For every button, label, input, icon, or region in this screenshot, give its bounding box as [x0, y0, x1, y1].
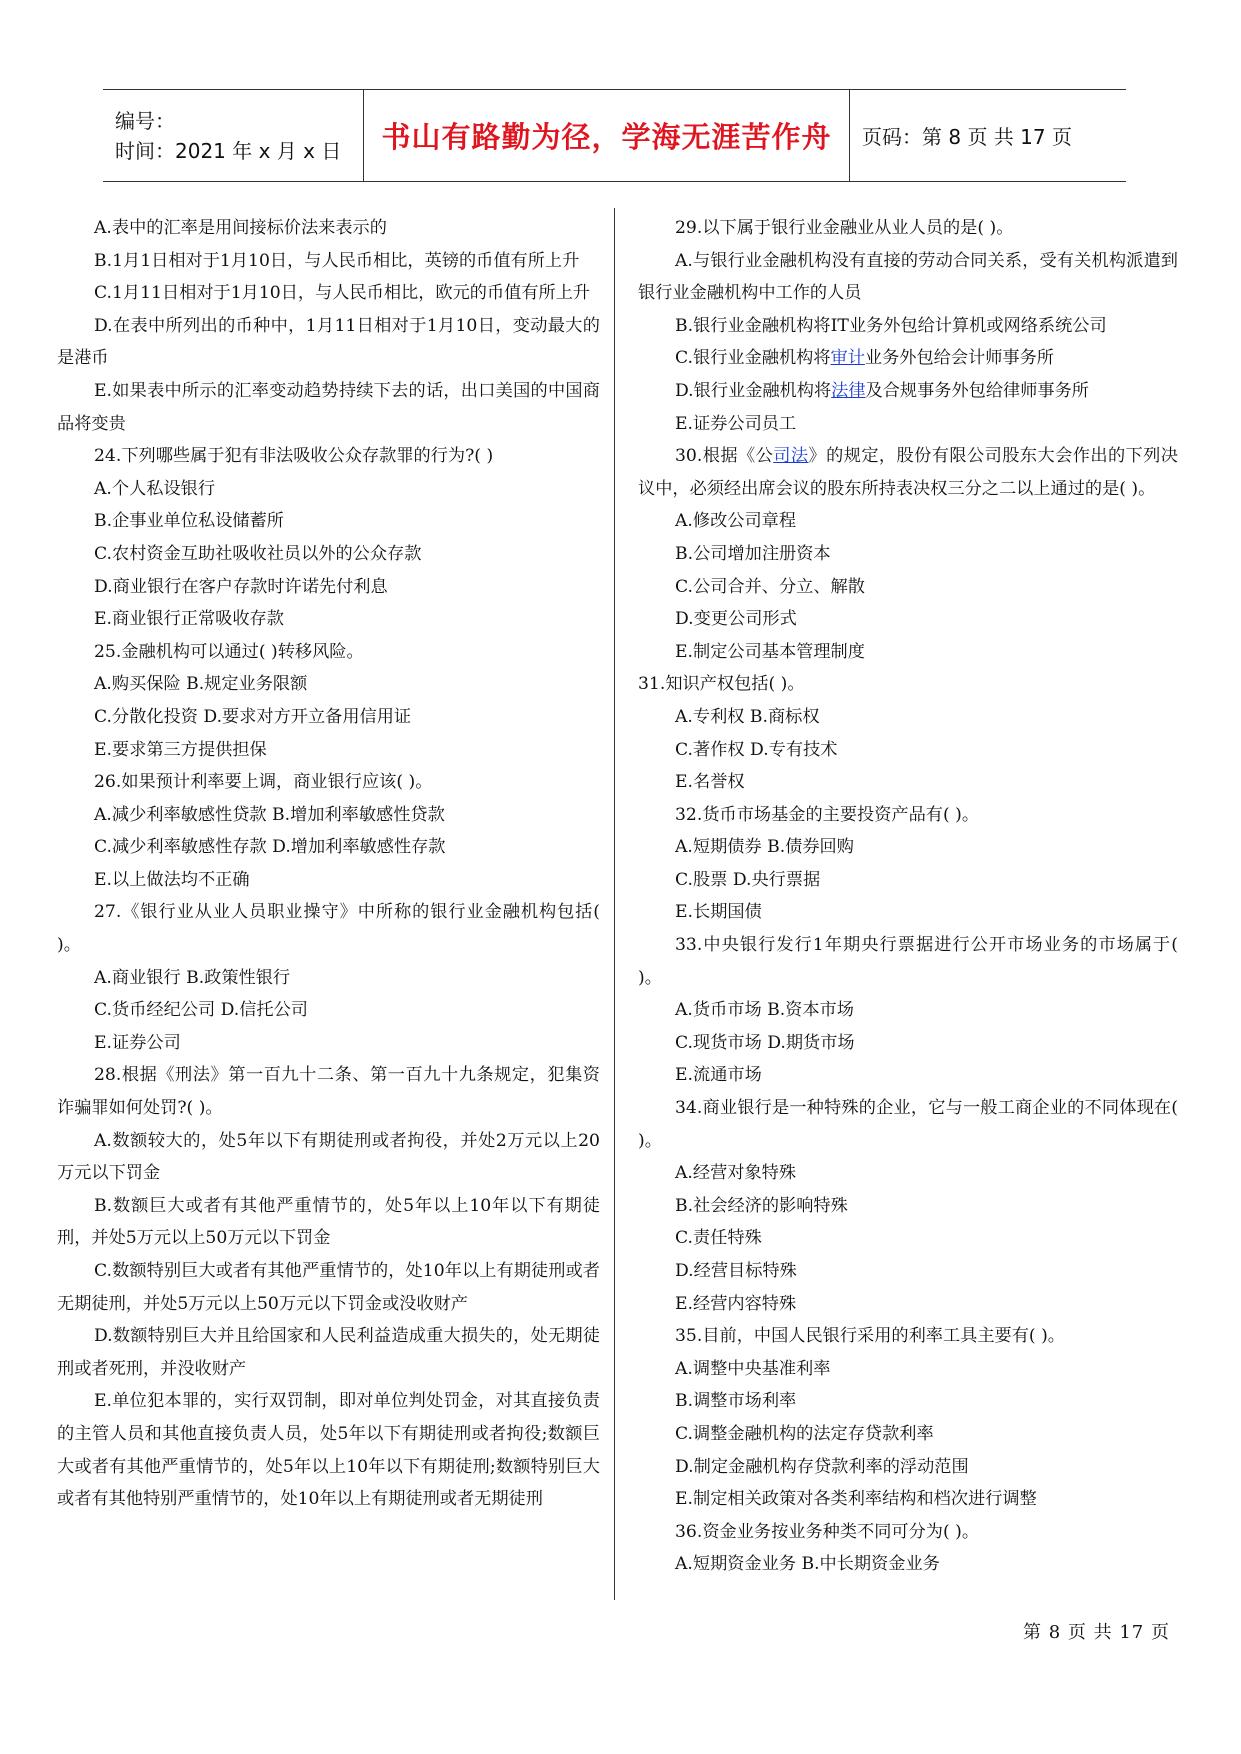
- company-law-link[interactable]: 司法: [773, 446, 809, 467]
- audit-link[interactable]: 审计: [830, 348, 865, 369]
- question-line: C.现货市场 D.期货市场: [675, 1032, 855, 1053]
- question-text: 》的规定，股份有限公司股东大会作出的下列决议中，必须经出席会议的股东所持表决权三分之二以上通过的是( )。: [638, 446, 1178, 499]
- header-page-code-cell: [850, 90, 1126, 181]
- option-29e: E.证券公司员工: [675, 413, 797, 434]
- question-line: E.制定相关政策对各类利率结构和档次进行调整: [675, 1489, 1037, 1510]
- serial-number-label: 编号：: [115, 108, 175, 133]
- question-line: A.调整中央基准利率: [675, 1358, 831, 1379]
- question-30: [638, 440, 1178, 505]
- question-line: E.单位犯本罪的，实行双罚制，即对单位判处罚金，对其直接负责的主管人员和其他直接负责人员，处5年以下有期徒刑或者拘役;数额巨大或者有其他严重情节的，处5年以上10年以下有期徒刑;数额特别巨大或者有其他特别严重情节的，处10年以上有期徒刑或者无期徒刑: [57, 1391, 600, 1510]
- option-29c: [638, 342, 1178, 375]
- question-line: E.长期国债: [675, 902, 762, 923]
- question-line: 36.资金业务按业务种类不同可分为( )。: [675, 1521, 980, 1542]
- question-line: E.证券公司: [94, 1032, 181, 1053]
- question-line: C.农村资金互助社吸收社员以外的公众存款: [94, 543, 422, 564]
- question-line: E.制定公司基本管理制度: [675, 641, 865, 662]
- question-line: 34.商业银行是一种特殊的企业，它与一般工商企业的不同体现在( )。: [638, 1098, 1178, 1151]
- column-divider: [614, 208, 615, 1600]
- question-line: A.短期资金业务 B.中长期资金业务: [675, 1554, 940, 1575]
- question-line: 26.如果预计利率要上调，商业银行应该( )。: [94, 772, 433, 793]
- question-line: C.1月11日相对于1月10日，与人民币相比，欧元的币值有所上升: [94, 283, 591, 304]
- question-line: 25.金融机构可以通过( )转移风险。: [94, 641, 364, 662]
- question-29: 29.以下属于银行业金融业从业人员的是( )。: [675, 218, 1014, 238]
- question-line: A.专利权 B.商标权: [675, 706, 820, 727]
- question-line: D.变更公司形式: [675, 609, 797, 630]
- question-line: 35.目前，中国人民银行采用的利率工具主要有( )。: [675, 1326, 1065, 1347]
- question-line: C.股票 D.央行票据: [675, 869, 821, 890]
- question-line: E.经营内容特殊: [675, 1293, 797, 1314]
- question-line: E.流通市场: [675, 1065, 762, 1086]
- option-text: 及合规事务外包给律师事务所: [865, 380, 1089, 401]
- question-line: 24.下列哪些属于犯有非法吸收公众存款罪的行为?( ): [94, 446, 494, 467]
- question-line: C.货币经纪公司 D.信托公司: [94, 1000, 308, 1021]
- option-29a: A.与银行业金融机构没有直接的劳动合同关系，受有关机构派遣到银行业金融机构中工作的人员: [638, 250, 1178, 304]
- right-column-items: [638, 505, 1178, 668]
- left-column: [57, 212, 600, 1516]
- question-line: C.责任特殊: [675, 1228, 762, 1249]
- motto: 书山有路勤为径，学海无涯苦作舟: [381, 120, 832, 154]
- question-line: A.数额较大的，处5年以下有期徒刑或者拘役，并处2万元以上20万元以下罚金: [57, 1130, 600, 1184]
- time-label: 时间：2021 年 x 月 x 日: [115, 138, 342, 163]
- question-line: A.个人私设银行: [94, 478, 216, 499]
- question-line: C.公司合并、分立、解散: [675, 576, 865, 597]
- question-line: 33.中央银行发行1年期央行票据进行公开市场业务的市场属于( )。: [638, 935, 1178, 988]
- question-line: A.表中的汇率是用间接标价法来表示的: [94, 218, 387, 238]
- header-motto-cell: [364, 90, 850, 181]
- question-line: C.减少利率敏感性存款 D.增加利率敏感性存款: [94, 837, 446, 858]
- question-line: B.调整市场利率: [675, 1391, 797, 1412]
- question-line: B.社会经济的影响特殊: [675, 1195, 848, 1216]
- question-line: C.著作权 D.专有技术: [675, 739, 838, 760]
- option-text: 业务外包给会计师事务所: [864, 348, 1054, 369]
- question-line: B.公司增加注册资本: [675, 543, 831, 564]
- question-line: D.经营目标特殊: [675, 1261, 797, 1281]
- question-line: A.短期债券 B.债券回购: [675, 837, 854, 858]
- question-line: D.在表中所列出的币种中，1月11日相对于1月10日，变动最大的是港币: [57, 315, 600, 369]
- question-line: B.1月1日相对于1月10日，与人民币相比，英镑的币值有所上升: [94, 250, 580, 271]
- document-header: [103, 89, 1126, 182]
- question-line: 27.《银行业从业人员职业操守》中所称的银行业金融机构包括( )。: [57, 902, 600, 956]
- question-line: A.减少利率敏感性贷款 B.增加利率敏感性贷款: [94, 804, 445, 825]
- right-column-items-2: [638, 701, 1178, 1581]
- question-line: A.经营对象特殊: [675, 1163, 797, 1184]
- question-line: 28.根据《刑法》第一百九十二条、第一百九十九条规定，犯集资诈骗罪如何处罚?( )。: [57, 1065, 600, 1119]
- question-line: A.货币市场 B.资本市场: [675, 1000, 854, 1021]
- question-line: A.修改公司章程: [675, 511, 797, 532]
- question-line: A.购买保险 B.规定业务限额: [94, 674, 308, 695]
- question-line: C.分散化投资 D.要求对方开立备用信用证: [94, 706, 412, 727]
- right-column: [638, 212, 1178, 1581]
- question-31: 31.知识产权包括( )。: [638, 674, 805, 695]
- page-footer: 第 8 页 共 17 页: [1023, 1622, 1170, 1643]
- question-line: D.数额特别巨大并且给国家和人民利益造成重大损失的，处无期徒刑或者死刑，并没收财产: [57, 1326, 600, 1379]
- law-link[interactable]: 法律: [831, 380, 866, 401]
- question-line: C.调整金融机构的法定存贷款利率: [675, 1423, 934, 1444]
- question-line: E.要求第三方提供担保: [94, 739, 267, 760]
- question-line: E.如果表中所示的汇率变动趋势持续下去的话，出口美国的中国商品将变贵: [57, 380, 600, 434]
- page-code: 页码：第 8 页 共 17 页: [862, 125, 1072, 149]
- question-line: C.数额特别巨大或者有其他严重情节的，处10年以上有期徒刑或者无期徒刑，并处5万元以上50万元以下罚金或没收财产: [57, 1261, 600, 1314]
- question-line: E.以上做法均不正确: [94, 869, 250, 890]
- option-29d: [638, 375, 1178, 408]
- question-line: D.商业银行在客户存款时许诺先付利息: [94, 576, 388, 597]
- question-text: 30.根据《公: [675, 446, 774, 467]
- question-line: D.制定金融机构存贷款利率的浮动范围: [675, 1456, 969, 1477]
- option-29b: B.银行业金融机构将IT业务外包给计算机或网络系统公司: [675, 315, 1107, 336]
- question-line: E.名誉权: [675, 772, 745, 793]
- question-line: E.商业银行正常吸收存款: [94, 609, 284, 630]
- header-meta: [103, 90, 364, 181]
- question-line: 32.货币市场基金的主要投资产品有( )。: [675, 804, 980, 825]
- option-text: C.银行业金融机构将: [675, 348, 831, 369]
- question-line: A.商业银行 B.政策性银行: [94, 967, 291, 988]
- question-line: B.数额巨大或者有其他严重情节的，处5年以上10年以下有期徒刑，并处5万元以上50万元以下罚金: [57, 1195, 600, 1249]
- option-text: D.银行业金融机构将: [675, 380, 832, 401]
- question-line: B.企事业单位私设储蓄所: [94, 511, 284, 532]
